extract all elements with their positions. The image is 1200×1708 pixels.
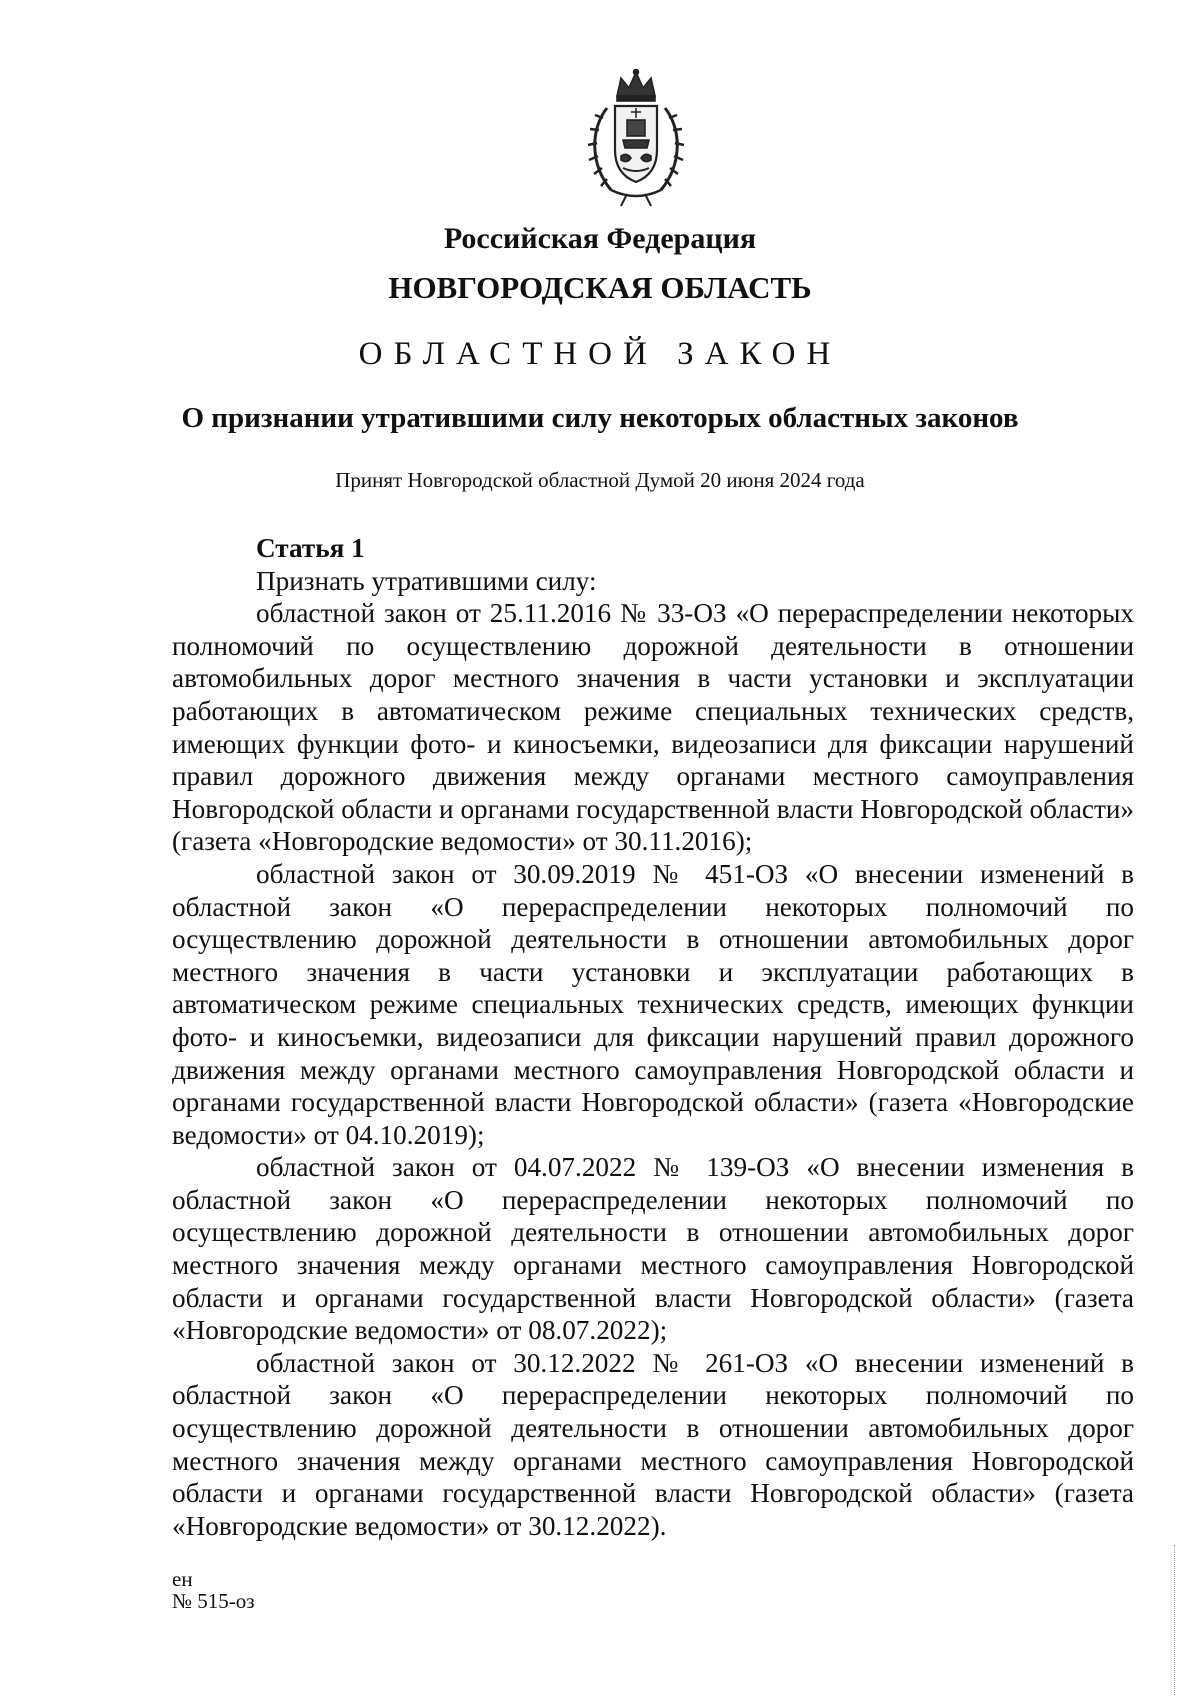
footer-initials: ен [172,1567,193,1591]
adoption-note: Принят Новгородской областной Думой 20 июня 2024 года [335,468,865,492]
document-type-heading: ОБЛАСТНОЙ ЗАКОН [358,336,842,372]
coat-of-arms-icon [577,68,695,208]
document-title: О признании утратившими силу некоторых областных законов [181,402,1019,434]
repealed-law-item: областной закон от 25.11.2016 № 33-ОЗ «О перераспределении некоторых полномочий по осуществлению дорожной деятельности в отношении автомобильных дорог местного значения в части установки и эксплуатации работающих в автоматическом режиме специальных технических средств, имеющих функции фото- и киносъемки, видеозаписи для фиксации нарушений правил дорожного движения между органами местного самоуправления Новгородской области и органами государственной власти Новгородской области» (газета «Новгородские ведомости» от 30.11.2016); [172,598,1134,857]
repealed-law-item: областной закон от 30.09.2019 № 451-ОЗ «О внесении изменений в областной закон «О перераспределении некоторых полномочий по осуществлению дорожной деятельности в отношении автомобильных дорог местного значения в части установки и эксплуатации работающих в автоматическом режиме специальных технических средств, имеющих функции фото- и киносъемки, видеозаписи для фиксации нарушений правил дорожного движения между органами местного самоуправления Новгородской области и органами государственной власти Новгородской области» (газета «Новгородские ведомости» от 04.10.2019); [172,858,1134,1150]
footer-law-number: № 515-оз [172,1589,255,1613]
country-heading: Российская Федерация [443,222,757,255]
article-lead: Признать утратившими силу: [256,565,597,596]
document-footer [172,1568,255,1612]
scan-margin-line [1174,1545,1176,1695]
article-heading: Статья 1 [256,533,365,563]
repealed-law-item: областной закон от 04.07.2022 № 139-ОЗ «О внесении изменения в областной закон «О перераспределении некоторых полномочий по осуществлению дорожной деятельности в отношении автомобильных дорог местного значения между органами местного самоуправления Новгородской области и органами государственной власти Новгородской области» (газета «Новгородские ведомости» от 08.07.2022); [172,1152,1134,1346]
region-heading: НОВГОРОДСКАЯ ОБЛАСТЬ [388,270,812,305]
repealed-law-item: областной закон от 30.12.2022 № 261-ОЗ «О внесении изменений в областной закон «О перераспределении некоторых полномочий по осуществлению дорожной деятельности в отношении автомобильных дорог местного значения между органами местного самоуправления Новгородской области и органами государственной власти Новгородской области» (газета «Новгородские ведомости» от 30.12.2022). [172,1347,1134,1541]
document-body [172,532,1134,1542]
